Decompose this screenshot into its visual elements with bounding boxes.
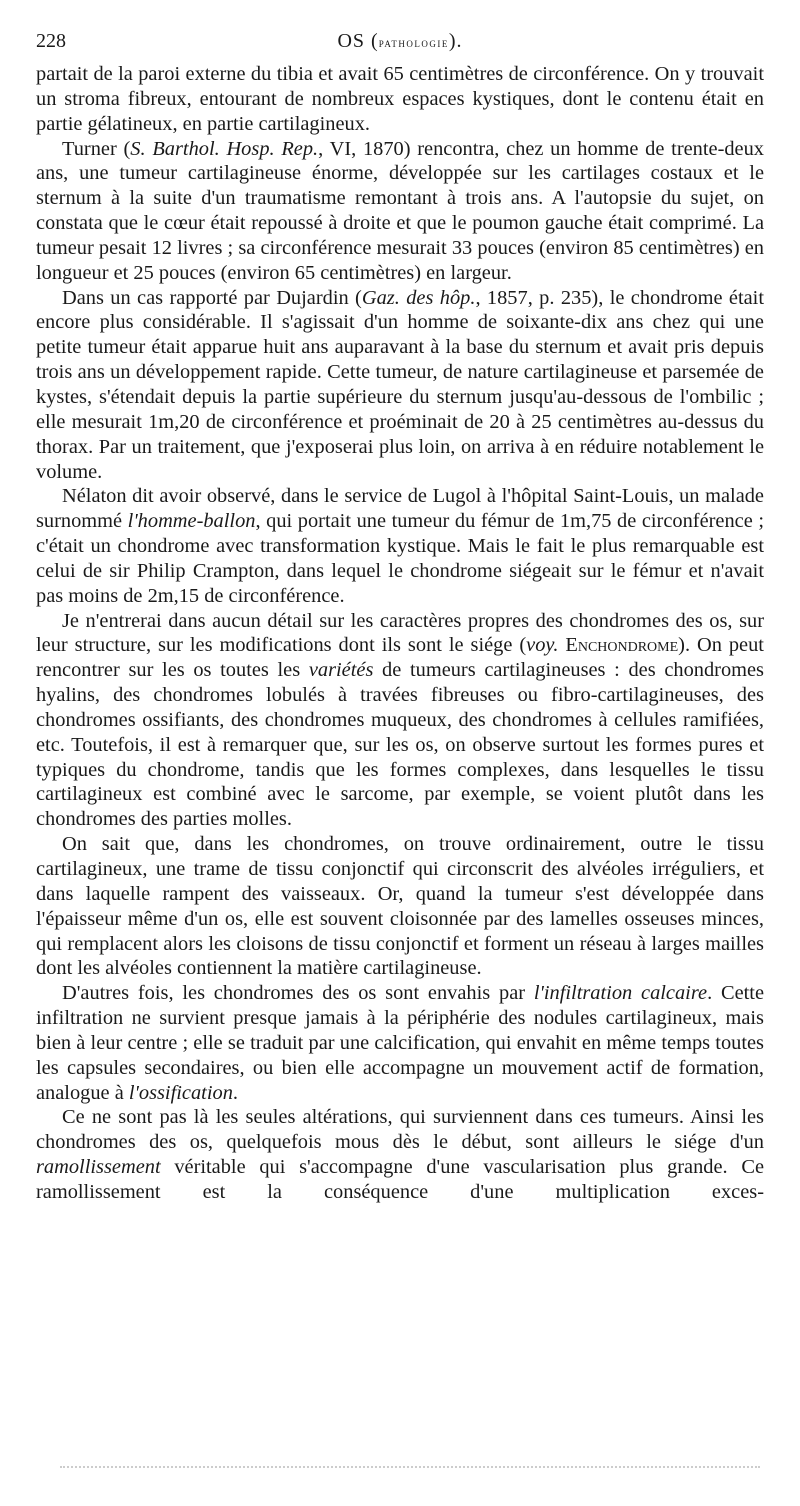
page-header	[36, 26, 764, 54]
paragraph-continuation: partait de la paroi externe du tibia et avait 65 centimètres de circonférence. On y trouvait un stroma fibreux, entourant de nombreux espaces kystiques, dont le contenu était en partie gélatineux, en partie cartilagineux.	[36, 63, 764, 135]
emphasis: l'ossification	[128, 1081, 233, 1104]
citation: S. Barthol. Hosp. Rep.	[130, 137, 319, 160]
emphasis: voy.	[526, 634, 559, 657]
running-title: OS (pathologie).	[337, 30, 463, 52]
paragraph-structure: On sait que, dans les chondromes, on trouve ordinairement, outre le tissu cartilagineux, une trame de tissu conjonctif qui circonscrit des alvéoles irréguliers, et dans laquelle rampent des vaisseaux. Or, quand la tumeur s'est développée dans l'épaisseur même d'un os, elle est souvent cloisonnée par des lamelles osseuses minces, qui remplacent alors les cloisons de tissu conjonctif et forment un réseau à larges mailles dont les alvéoles contiennent la matière cartilagineuse.	[36, 833, 764, 980]
paragraph-nelaton: Nélaton dit avoir observé, dans le service de Lugol à l'hôpital Saint-Louis, un malade surnommé l'homme-ballon, qui portait une tumeur du fémur de 1m,75 de circonférence ; c'était un chondrome avec transformation kystique. Mais le fait le plus remarquable est celui de sir Philip Crampton, dans lequel le chondrome siégeait sur le fémur et n'avait pas moins de 2m,15 de circonférence.	[36, 485, 764, 607]
paragraph-calcification: D'autres fois, les chondromes des os sont envahis par l'infiltration calcaire. Cette infiltration ne survient presque jamais à la périphérie des nodules cartilagineux, mais bien à leur centre ; elle se traduit par une calcification, qui envahit en même temps toutes les capsules secondaires, ou bien elle accompagne un mouvement actif de formation, analogue à l'ossification.	[36, 982, 764, 1104]
emphasis: l'homme-ballon	[127, 510, 256, 533]
scan-artifact-line	[60, 1466, 760, 1472]
emphasis: variétés	[308, 659, 374, 682]
page-number: 228	[36, 30, 66, 52]
emphasis: l'infiltration calcaire	[533, 982, 708, 1005]
cross-reference: Enchondrome	[558, 634, 679, 657]
body-text	[36, 62, 764, 1205]
paragraph-turner: Turner (S. Barthol. Hosp. Rep., VI, 1870) rencontra, chez un homme de trente-deux ans, une tumeur cartilagineuse énorme, développée sur les cartilages costaux et le sternum à la suite d'un traumatisme remontant à trois ans. A l'autopsie du sujet, on constata que le cœur était repoussé à droite et que le poumon gauche était comprimé. La tumeur pesait 12 livres ; sa circonférence mesurait 33 pouces (environ 85 centimètres) en longueur et 25 pouces (environ 65 centimètres) en largeur.	[36, 137, 765, 284]
emphasis: ramollissement	[36, 1156, 161, 1179]
citation: Gaz. des hôp.	[361, 286, 476, 309]
paragraph-varieties: Je n'entrerai dans aucun détail sur les caractères propres des chondromes des os, sur leur structure, sur les modifications dont ils sont le siége (voy. Enchondrome). On peut rencontrer sur les os toutes les variétés de tumeurs cartilagineuses : des chondromes hyalins, des chondromes lobulés à travées fibreuses ou fibro-cartilagineuses, des chondromes ossifiants, des chondromes muqueux, des chondromes à cellules ramifiées, etc. Toutefois, il est à remarquer que, sur les os, on observe surtout les formes pures et typiques du chondrome, tandis que les formes complexes, dans lesquelles le tissu cartilagineux est combiné avec le sarcome, par exemple, se voient plutôt dans les chondromes des parties molles.	[36, 609, 764, 831]
running-title-smallcaps: pathologie	[378, 35, 449, 50]
paragraph-softening: Ce ne sont pas là les seules altérations, qui surviennent dans ces tumeurs. Ainsi les chondromes des os, quelquefois mous dès le début, sont ailleurs le siége d'un ramollissement véritable qui s'accompagne d'une vascularisation plus grande. Ce ramollissement est la conséquence d'une multiplication exces-	[36, 1106, 764, 1203]
paragraph-dujardin: Dans un cas rapporté par Dujardin (Gaz. des hôp., 1857, p. 235), le chondrome était encore plus considérable. Il s'agissait d'un homme de soixante-dix ans chez qui une petite tumeur était apparue huit ans auparavant à la base du sternum et avait pris depuis trois ans un développement rapide. Cette tumeur, de nature cartilagineuse et parsemée de kystes, s'étendait depuis la partie supérieure du sternum jusqu'au-dessous de l'ombilic ; elle mesurait 1m,20 de circonférence et proéminait de 20 à 25 centimètres au-dessus du thorax. Par un traitement, que j'exposerai plus loin, on arriva à en réduire notablement le volume.	[36, 286, 764, 483]
